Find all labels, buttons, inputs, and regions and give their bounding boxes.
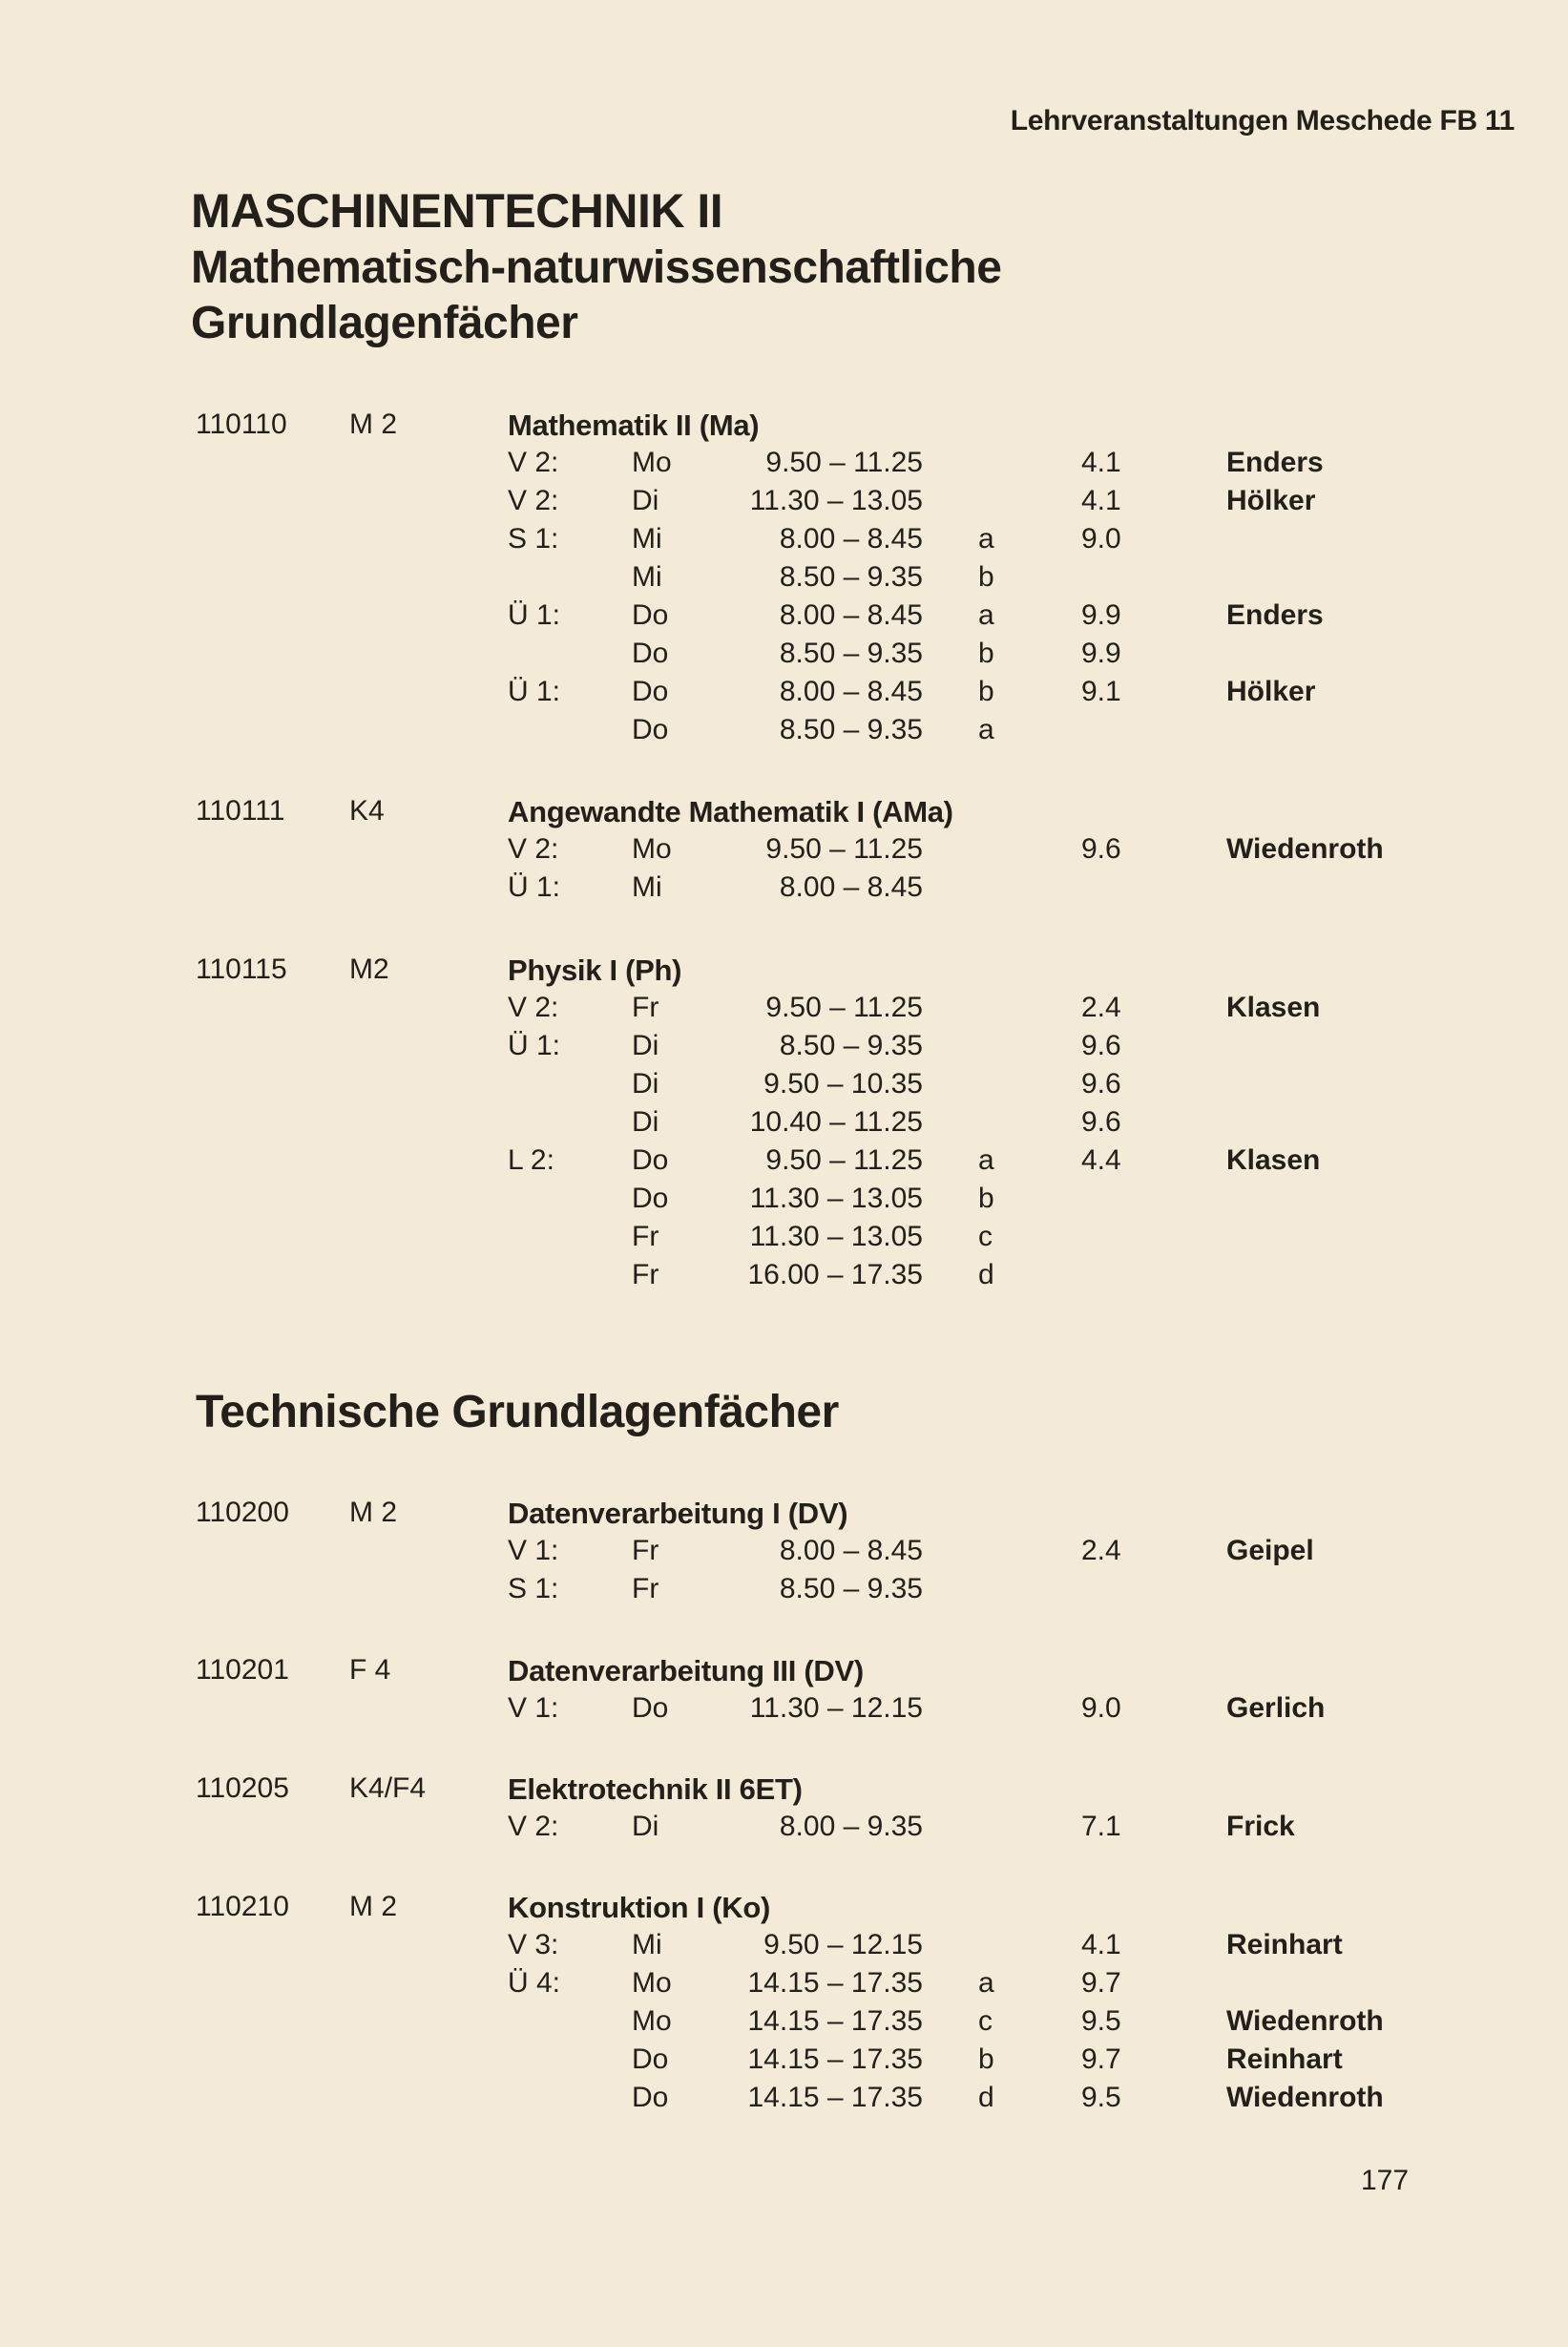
room-number: 9.7 — [1081, 2043, 1121, 2075]
time-range: 8.50 – 9.35 — [779, 1573, 923, 1604]
room-number: 9.0 — [1081, 523, 1121, 555]
time-range: 14.15 – 17.35 — [747, 1967, 923, 1999]
room-number: 9.9 — [1081, 638, 1121, 669]
time-range: 14.15 – 17.35 — [747, 2043, 923, 2075]
schedule-row — [0, 1144, 1568, 1183]
session-type: V 2: — [508, 485, 559, 516]
department-title: MASCHINENTECHNIK II — [191, 184, 723, 238]
time-range: 8.00 – 8.45 — [779, 676, 923, 707]
weekday: Mi — [632, 1929, 662, 1960]
lecturer-name: Reinhart — [1226, 1929, 1343, 1960]
weekday: Di — [632, 1068, 659, 1100]
course-semester: M 2 — [349, 409, 398, 440]
schedule-rows — [0, 447, 1568, 752]
session-type: V 2: — [508, 992, 559, 1023]
group-letter: b — [978, 676, 994, 707]
group-letter: b — [978, 638, 994, 669]
weekday: Fr — [632, 1221, 659, 1252]
time-range: 14.15 – 17.35 — [747, 2005, 923, 2037]
weekday: Di — [632, 1030, 659, 1061]
group-letter: c — [978, 1221, 993, 1252]
session-type: S 1: — [508, 523, 559, 555]
schedule-row — [0, 833, 1568, 871]
schedule-row — [0, 992, 1568, 1030]
schedule-row — [0, 1068, 1568, 1106]
weekday: Do — [632, 2043, 669, 2075]
page-number: 177 — [1361, 2165, 1410, 2196]
weekday: Do — [632, 599, 669, 631]
schedule-row — [0, 1811, 1568, 1849]
schedule-row — [0, 1692, 1568, 1730]
course-title: Mathematik II (Ma) — [508, 409, 760, 442]
session-type: S 1: — [508, 1573, 559, 1604]
room-number: 9.1 — [1081, 676, 1121, 707]
weekday: Do — [632, 638, 669, 669]
schedule-row — [0, 714, 1568, 752]
room-number: 2.4 — [1081, 992, 1121, 1023]
session-type: Ü 1: — [508, 676, 561, 707]
lecturer-name: Hölker — [1226, 485, 1316, 516]
weekday: Mi — [632, 561, 662, 593]
weekday: Fr — [632, 992, 659, 1023]
weekday: Do — [632, 714, 669, 745]
schedule-row — [0, 1967, 1568, 2005]
course-number: 110115 — [196, 953, 287, 985]
session-type: Ü 1: — [508, 871, 561, 903]
group-letter: a — [978, 714, 994, 745]
course-semester: K4 — [349, 795, 385, 827]
schedule-row — [0, 2043, 1568, 2082]
group-letter: a — [978, 523, 994, 555]
time-range: 9.50 – 10.35 — [763, 1068, 923, 1100]
weekday: Mo — [632, 1967, 672, 1999]
lecturer-name: Enders — [1226, 599, 1324, 631]
course-semester: M 2 — [349, 1497, 398, 1528]
session-type: V 1: — [508, 1535, 559, 1566]
time-range: 8.50 – 9.35 — [779, 638, 923, 669]
schedule-row — [0, 599, 1568, 638]
time-range: 8.50 – 9.35 — [779, 1030, 923, 1061]
lecturer-name: Klasen — [1226, 1144, 1321, 1176]
schedule-rows — [0, 1692, 1568, 1730]
course-number: 110201 — [196, 1654, 289, 1686]
schedule-rows — [0, 992, 1568, 1297]
schedule-rows — [0, 1811, 1568, 1849]
weekday: Di — [632, 1106, 659, 1138]
section-heading-science: Mathematisch-naturwissenschaftliche Grundlagenfächer — [191, 242, 1002, 348]
lecturer-name: Wiedenroth — [1226, 2005, 1384, 2037]
time-range: 11.30 – 12.15 — [749, 1692, 923, 1724]
lecturer-name: Wiedenroth — [1226, 833, 1384, 865]
weekday: Mo — [632, 447, 672, 478]
room-number: 9.6 — [1081, 833, 1121, 865]
course-number: 110200 — [196, 1497, 289, 1528]
course-title: Angewandte Mathematik I (AMa) — [508, 795, 953, 828]
schedule-row — [0, 1106, 1568, 1144]
schedule-row — [0, 485, 1568, 523]
schedule-row — [0, 2005, 1568, 2043]
time-range: 14.15 – 17.35 — [747, 2082, 923, 2113]
course-number: 110210 — [196, 1891, 289, 1922]
group-letter: b — [978, 2043, 994, 2075]
room-number: 9.6 — [1081, 1106, 1121, 1138]
weekday: Do — [632, 1144, 669, 1176]
schedule-row — [0, 2082, 1568, 2120]
room-number: 9.7 — [1081, 1967, 1121, 1999]
weekday: Fr — [632, 1535, 659, 1566]
room-number: 9.5 — [1081, 2005, 1121, 2037]
group-letter: a — [978, 599, 994, 631]
time-range: 9.50 – 11.25 — [765, 992, 923, 1023]
group-letter: d — [978, 2082, 994, 2113]
schedule-rows — [0, 833, 1568, 910]
time-range: 11.30 – 13.05 — [749, 485, 923, 516]
time-range: 8.00 – 8.45 — [779, 523, 923, 555]
schedule-row — [0, 1259, 1568, 1297]
weekday: Mo — [632, 833, 672, 865]
group-letter: a — [978, 1144, 994, 1176]
schedule-row — [0, 561, 1568, 599]
schedule-row — [0, 638, 1568, 676]
course-number: 110110 — [196, 409, 287, 440]
schedule-row — [0, 1221, 1568, 1259]
time-range: 8.50 – 9.35 — [779, 561, 923, 593]
weekday: Do — [632, 1183, 669, 1214]
weekday: Do — [632, 676, 669, 707]
room-number: 9.5 — [1081, 2082, 1121, 2113]
time-range: 8.00 – 8.45 — [779, 871, 923, 903]
lecturer-name: Gerlich — [1226, 1692, 1326, 1724]
room-number: 7.1 — [1081, 1811, 1121, 1842]
time-range: 8.00 – 8.45 — [779, 1535, 923, 1566]
time-range: 8.00 – 8.45 — [779, 599, 923, 631]
session-type: V 2: — [508, 833, 559, 865]
course-title: Konstruktion I (Ko) — [508, 1891, 770, 1924]
schedule-rows — [0, 1929, 1568, 2120]
lecturer-name: Enders — [1226, 447, 1324, 478]
time-range: 16.00 – 17.35 — [747, 1259, 923, 1290]
lecturer-name: Wiedenroth — [1226, 2082, 1384, 2113]
course-semester: F 4 — [349, 1654, 391, 1686]
schedule-row — [0, 1183, 1568, 1221]
time-range: 9.50 – 11.25 — [765, 447, 923, 478]
group-letter: d — [978, 1259, 994, 1290]
group-letter: a — [978, 1967, 994, 1999]
weekday: Di — [632, 485, 659, 516]
lecturer-name: Reinhart — [1226, 2043, 1343, 2075]
schedule-row — [0, 1030, 1568, 1068]
weekday: Mo — [632, 2005, 672, 2037]
time-range: 8.50 – 9.35 — [779, 714, 923, 745]
running-header: Lehrveranstaltungen Meschede FB 11 — [1010, 105, 1515, 136]
schedule-row — [0, 1535, 1568, 1573]
group-letter: c — [978, 2005, 993, 2037]
lecturer-name: Frick — [1226, 1811, 1295, 1842]
session-type: Ü 1: — [508, 599, 561, 631]
session-type: V 2: — [508, 447, 559, 478]
room-number: 2.4 — [1081, 1535, 1121, 1566]
room-number: 9.6 — [1081, 1068, 1121, 1100]
weekday: Fr — [632, 1259, 659, 1290]
schedule-row — [0, 1929, 1568, 1967]
group-letter: b — [978, 561, 994, 593]
schedule-row — [0, 871, 1568, 910]
course-number: 110111 — [196, 795, 285, 827]
lecturer-name: Klasen — [1226, 992, 1321, 1023]
course-number: 110205 — [196, 1772, 289, 1804]
schedule-row — [0, 523, 1568, 561]
room-number: 9.0 — [1081, 1692, 1121, 1724]
course-semester: K4/F4 — [349, 1772, 427, 1804]
weekday: Do — [632, 2082, 669, 2113]
room-number: 4.4 — [1081, 1144, 1121, 1176]
section-heading-technical: Technische Grundlagenfächer — [196, 1387, 839, 1437]
course-title: Datenverarbeitung I (DV) — [508, 1497, 848, 1530]
session-type: V 2: — [508, 1811, 559, 1842]
time-range: 9.50 – 11.25 — [765, 833, 923, 865]
weekday: Di — [632, 1811, 659, 1842]
course-title: Elektrotechnik II 6ET) — [508, 1772, 803, 1806]
schedule-row — [0, 676, 1568, 714]
time-range: 9.50 – 11.25 — [765, 1144, 923, 1176]
weekday: Mi — [632, 871, 662, 903]
course-semester: M2 — [349, 953, 389, 985]
weekday: Mi — [632, 523, 662, 555]
course-title: Physik I (Ph) — [508, 953, 682, 987]
group-letter: b — [978, 1183, 994, 1214]
time-range: 9.50 – 12.15 — [763, 1929, 923, 1960]
weekday: Do — [632, 1692, 669, 1724]
session-type: V 1: — [508, 1692, 559, 1724]
lecturer-name: Geipel — [1226, 1535, 1314, 1566]
room-number: 9.9 — [1081, 599, 1121, 631]
room-number: 4.1 — [1081, 447, 1121, 478]
room-number: 9.6 — [1081, 1030, 1121, 1061]
session-type: V 3: — [508, 1929, 559, 1960]
room-number: 4.1 — [1081, 485, 1121, 516]
time-range: 8.00 – 9.35 — [779, 1811, 923, 1842]
course-semester: M 2 — [349, 1891, 398, 1922]
session-type: Ü 4: — [508, 1967, 561, 1999]
time-range: 10.40 – 11.25 — [749, 1106, 923, 1138]
schedule-row — [0, 1573, 1568, 1611]
course-title: Datenverarbeitung III (DV) — [508, 1654, 864, 1687]
session-type: L 2: — [508, 1144, 554, 1176]
session-type: Ü 1: — [508, 1030, 561, 1061]
time-range: 11.30 – 13.05 — [749, 1183, 923, 1214]
room-number: 4.1 — [1081, 1929, 1121, 1960]
lecturer-name: Hölker — [1226, 676, 1316, 707]
weekday: Fr — [632, 1573, 659, 1604]
time-range: 11.30 – 13.05 — [749, 1221, 923, 1252]
schedule-row — [0, 447, 1568, 485]
schedule-rows — [0, 1535, 1568, 1611]
